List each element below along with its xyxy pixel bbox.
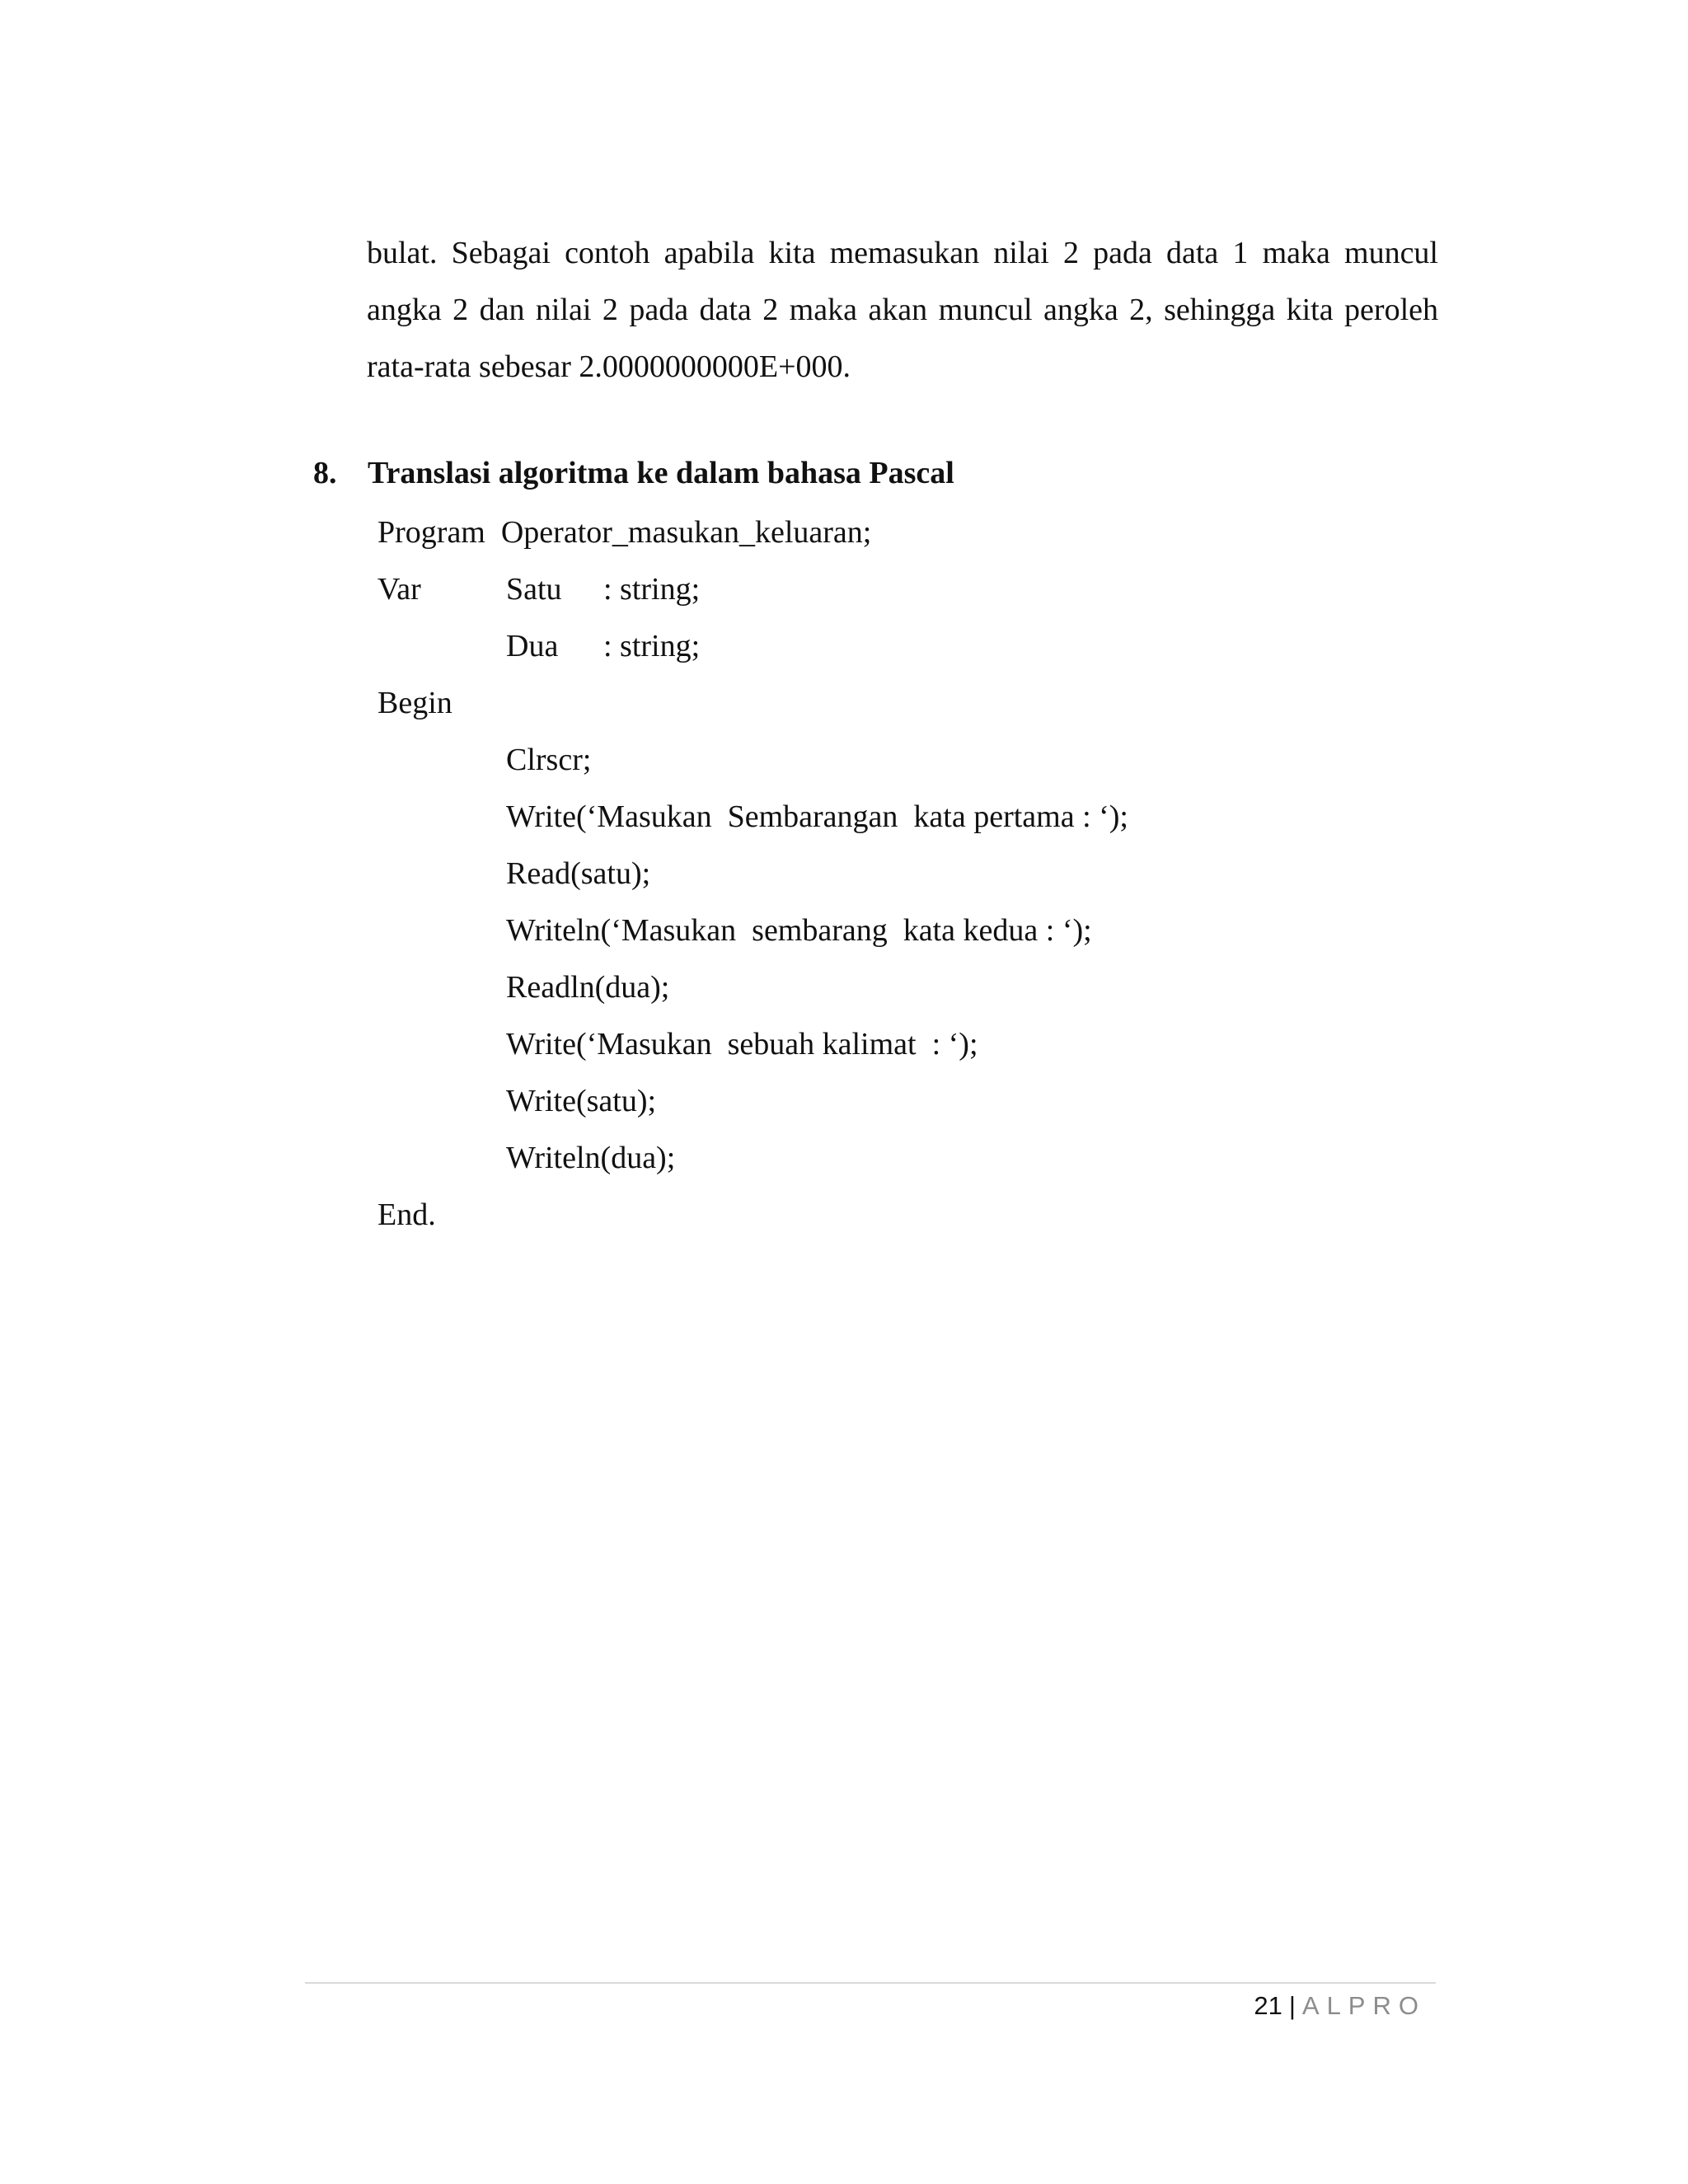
code-statement: Read(satu); (506, 856, 651, 891)
paragraph-line: angka 2 dan nilai 2 pada data 2 maka akan muncul angka 2, sehingga kita peroleh (367, 293, 1438, 327)
page-footer (1254, 1988, 1426, 2024)
code-end-line: End. (377, 1197, 436, 1232)
footer-divider (305, 1982, 1436, 1984)
code-program-line: Program Operator_masukan_keluaran; (377, 515, 872, 550)
code-statement: Write(satu); (506, 1084, 657, 1118)
var-type: : string; (603, 572, 701, 607)
section-heading (313, 455, 954, 491)
var-name: Satu (506, 572, 562, 607)
code-statement: Write(‘Masukan sebuah kalimat : ‘); (506, 1027, 978, 1062)
section-title: Translasi algoritma ke dalam bahasa Pascal (368, 456, 954, 490)
code-var-line (377, 561, 1128, 618)
pascal-code-block (377, 504, 1128, 1244)
code-statement: Readln(dua); (506, 970, 670, 1005)
body-paragraph (367, 225, 1438, 396)
section-number: 8. (313, 456, 337, 490)
footer-separator: | (1288, 1991, 1296, 2020)
paragraph-line: rata-rata sebesar 2.0000000000E+000. (367, 349, 851, 384)
code-statement: Writeln(dua); (506, 1141, 676, 1175)
page-number: 21 (1254, 1991, 1282, 2020)
code-begin-line: Begin (377, 686, 452, 720)
paragraph-line: bulat. Sebagai contoh apabila kita memasukan nilai 2 pada data 1 maka muncul (367, 236, 1438, 270)
var-type: : string; (603, 629, 701, 663)
footer-title: ALPRO (1301, 1991, 1426, 2020)
code-var-line (377, 618, 1128, 675)
code-statement: Writeln(‘Masukan sembarang kata kedua : ‘); (506, 913, 1092, 948)
code-statement: Write(‘Masukan Sembarangan kata pertama : ‘); (506, 799, 1128, 834)
var-keyword: Var (377, 572, 421, 607)
code-statement: Clrscr; (506, 743, 592, 777)
var-name: Dua (506, 629, 559, 663)
